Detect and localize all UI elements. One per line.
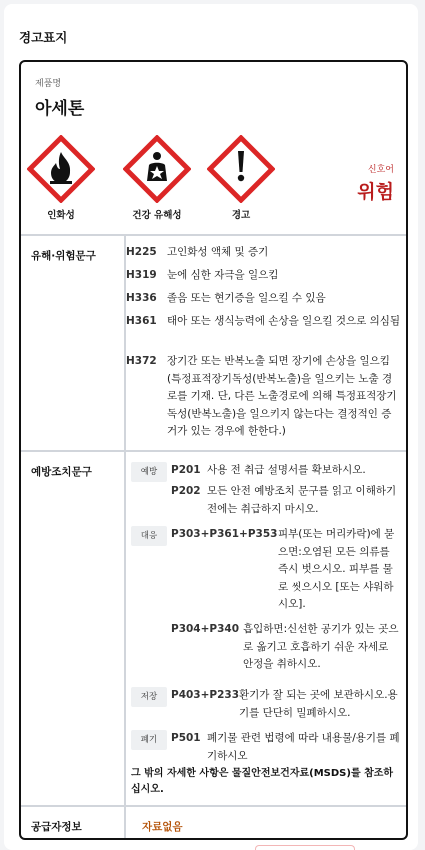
precaution-statement xyxy=(171,483,401,518)
precaution-text: 피부(또는 머리카락)에 묻으면:오염된 모든 의류를 즉시 벗으시오. 피부를 물로 씻으시오 [또는 샤워하시오]. xyxy=(278,528,395,610)
product-name: 아세톤 xyxy=(35,99,85,119)
precaution-text: 폐기물 관련 법령에 따라 내용물/용기를 폐기하시오 xyxy=(207,732,400,762)
hazard-statement xyxy=(126,244,401,262)
hazard-text: 졸음 또는 현기증을 일으킬 수 있음 xyxy=(167,292,326,304)
ghs-label xyxy=(19,60,408,840)
product-block xyxy=(35,76,84,119)
signal-word-caption: 신호어 xyxy=(367,165,394,175)
pictogram-row xyxy=(21,135,321,225)
hazard-statement xyxy=(126,313,401,331)
supplier-info-value: 자료없음 xyxy=(142,821,183,833)
category-storage-badge: 저장 xyxy=(131,687,167,707)
warning-label-card xyxy=(4,4,418,850)
next-section-edge xyxy=(255,845,355,850)
precaution-statement xyxy=(171,687,401,722)
category-response-badge: 대응 xyxy=(131,526,167,546)
precaution-code: P201 xyxy=(171,464,201,476)
pictogram-label: 경고 xyxy=(231,210,251,221)
precaution-statement xyxy=(171,730,401,765)
precaution-text: 사용 전 취급 설명서를 확보하시오. xyxy=(207,464,366,476)
msds-reference-note: 그 밖의 자세한 사항은 물질안전보건자료(MSDS)를 참조하십시오. xyxy=(131,768,394,795)
pictogram-warning xyxy=(206,135,276,221)
hazard-code: H372 xyxy=(126,355,157,367)
supplier-info-row xyxy=(21,805,406,840)
signal-word: 위험 xyxy=(357,181,394,203)
precaution-code: P403+P233 xyxy=(171,689,240,701)
hazard-statement xyxy=(126,353,401,441)
exclamation-icon xyxy=(207,135,275,203)
hazard-statement xyxy=(126,267,401,285)
category-disposal-badge: 폐기 xyxy=(131,730,167,750)
hazard-text: 태아 또는 생식능력에 손상을 일으킬 것으로 의심됨 xyxy=(167,315,401,327)
hazard-code: H319 xyxy=(126,269,157,281)
hazard-code: H336 xyxy=(126,292,157,304)
precaution-code: P303+P361+P353 xyxy=(171,528,278,540)
pictogram-flammable xyxy=(26,135,96,221)
health-hazard-icon xyxy=(123,135,191,203)
hazard-code: H225 xyxy=(126,246,157,258)
precaution-statement xyxy=(171,621,401,674)
hazard-text: 고인화성 액체 및 증기 xyxy=(167,246,269,258)
hazard-statements-row xyxy=(21,234,406,450)
flame-icon xyxy=(27,135,95,203)
column-divider xyxy=(124,452,126,805)
precautionary-statements-heading: 예방조치문구 xyxy=(31,466,92,478)
precaution-text: 환기가 잘 되는 곳에 보관하시오.용기를 단단히 밀폐하시오. xyxy=(239,689,398,719)
supplier-info-heading: 공급자정보 xyxy=(31,821,82,833)
precautionary-statements-row xyxy=(21,450,406,805)
hazard-text: 장기간 또는 반복노출 되면 장기에 손상을 일으킴(특정표적장기독성(반복노출)을 일으키는 노출 경로를 기재. 단, 다른 노출경로에 의해 특정표적장기독성(반복노출)을 일으키지 않는다는 결정적인 증거가 있는 경우에 한한다.) xyxy=(167,355,397,437)
precaution-code: P304+P340 xyxy=(171,623,240,635)
category-prevention-badge: 예방 xyxy=(131,462,167,482)
precaution-statement xyxy=(171,526,401,614)
precaution-text: 모든 안전 예방조치 문구를 읽고 이해하기 전에는 취급하지 마시오. xyxy=(207,485,397,515)
section-title: 경고표지 xyxy=(19,30,68,45)
pictogram-label: 건강 유해성 xyxy=(132,210,182,221)
precaution-text: 흡입하면:신선한 공기가 있는 곳으로 옮기고 호흡하기 쉬운 자세로 안정을 취하시오. xyxy=(243,623,399,670)
product-name-caption: 제품명 xyxy=(35,79,62,89)
hazard-text: 눈에 심한 자극을 일으킴 xyxy=(167,269,279,281)
precaution-code: P501 xyxy=(171,732,201,744)
hazard-statement xyxy=(126,290,401,308)
pictogram-health-hazard xyxy=(122,135,192,221)
pictogram-label: 인화성 xyxy=(47,210,75,221)
column-divider xyxy=(124,807,126,840)
precaution-code: P202 xyxy=(171,485,201,497)
precaution-statement xyxy=(171,462,401,480)
signal-word-block xyxy=(357,162,394,204)
hazard-statements-heading: 유해·위험문구 xyxy=(31,250,96,262)
hazard-code: H361 xyxy=(126,315,157,327)
